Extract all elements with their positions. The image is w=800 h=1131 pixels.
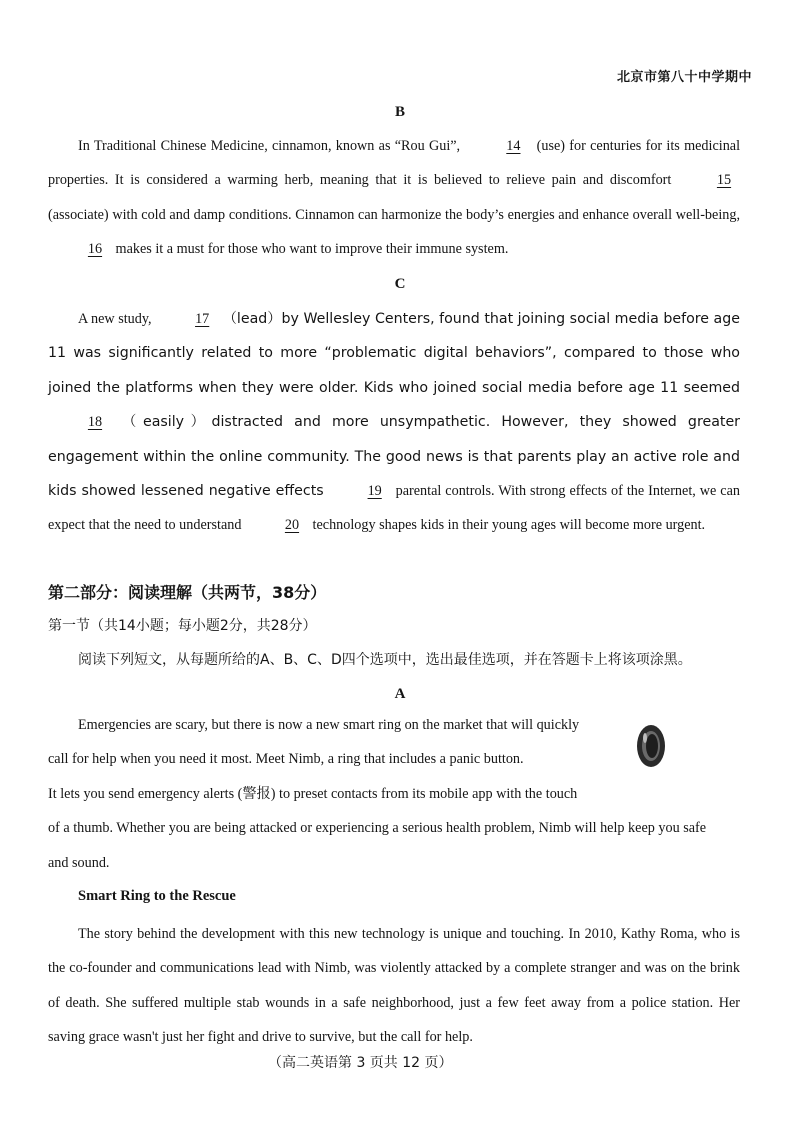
text-segment: parental controls. With strong effects of the Internet, we can expect that the need to understand xyxy=(48,483,740,534)
blank-19[interactable]: 19 xyxy=(367,483,382,500)
text-segment: makes it a must for those who want to improve their immune system. xyxy=(115,241,509,258)
blank-20[interactable]: 20 xyxy=(284,517,300,534)
part-two-title: 第二部分：阅读理解（共两节，38分） xyxy=(48,583,327,602)
text-segment: technology shapes kids in their young ages will become more urgent. xyxy=(312,517,706,534)
blank-15[interactable]: 15 xyxy=(716,172,732,189)
blank-18[interactable]: 18 xyxy=(87,414,103,431)
section-one-title: 第一节（共14小题；每小题2分，共28分） xyxy=(48,618,317,634)
school-header: 北京市第八十中学期中 xyxy=(616,70,752,85)
smart-ring-image xyxy=(634,722,668,770)
text-segment: （easily）distracted and more unsympathetic. However, they showed greater engagement within the online community. The good news is that parents play an active role and kids showed lessened negative effects xyxy=(48,414,741,500)
intro-line-2: call for help when you need it most. Meet Nimb, a ring that includes a panic button. xyxy=(48,751,524,768)
text-segment: (associate) with cold and damp conditions. Cinnamon can harmonize the body’s energies and enhance overall well-being, xyxy=(48,206,740,223)
text-segment: (use) for centuries for its medicinal properties. It is considered a warming herb, meaning that it is believed to relieve pain and discomfort xyxy=(48,138,741,189)
page-footer: （高二英语第 3 页共 12 页） xyxy=(268,1055,453,1071)
blank-17[interactable]: 17 xyxy=(195,311,210,327)
text-segment: （lead）by Wellesley Centers, found that joining social media before age 11 was significantly related to more “problematic digital behaviors”, compared to those who joined the platforms when they were older. Kids who joined social media before age 11 seemed xyxy=(48,311,740,396)
text-segment: A new study, xyxy=(78,311,152,327)
reading-instruction: 阅读下列短文，从每题所给的A、B、C、D四个选项中，选出最佳选项，并在答题卡上将该项涂黑。 xyxy=(78,652,692,668)
paragraph-text: The story behind the development with this new technology is unique and touching. In 2010, Kathy Roma, who is the co-founder and communications lead with Nimb, was violently attacked by a complete stranger and was on the brink of death. She suffered multiple stab wounds in a safe neighborhood, just a few feet away from a police station. Her saving grace wasn't just her fight and drive to survive, but the call for help. xyxy=(48,926,740,1046)
blank-14[interactable]: 14 xyxy=(506,138,521,154)
section-b-label: B xyxy=(394,104,405,120)
section-c-label: C xyxy=(394,276,406,292)
text-segment: In Traditional Chinese Medicine, cinnamon, known as “Rou Gui”, xyxy=(78,138,461,154)
blank-16[interactable]: 16 xyxy=(87,241,103,258)
intro-line-4: of a thumb. Whether you are being attacked or experiencing a serious health problem, Nimb will help keep you safe xyxy=(48,820,707,837)
intro-line-5: and sound. xyxy=(48,854,110,871)
passage-a-paragraph-2 xyxy=(48,917,740,1055)
intro-line-1: Emergencies are scary, but there is now a new smart ring on the market that will quickly xyxy=(78,717,580,733)
section-b-paragraph xyxy=(48,129,740,267)
section-c-paragraph xyxy=(48,302,740,543)
passage-a-label: A xyxy=(394,686,406,702)
passage-a-subheading: Smart Ring to the Rescue xyxy=(78,888,236,904)
intro-line-3: It lets you send emergency alerts (警报) to preset contacts from its mobile app with the touch xyxy=(48,785,578,802)
